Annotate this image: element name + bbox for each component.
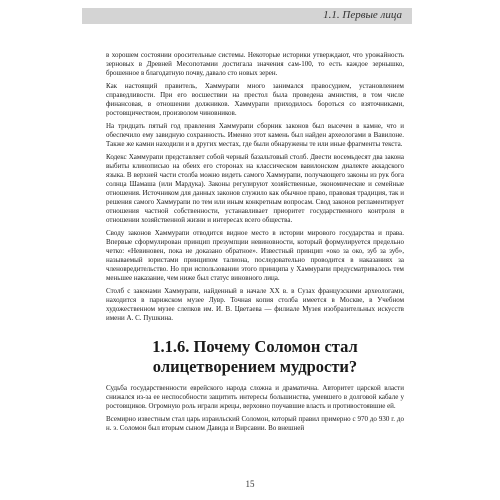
section-heading: 1.1.6. Почему Соломон стал олицетворением мудрости? [152,337,358,376]
paragraph: Как настоящий правитель, Хаммурапи много занимался правосудием, установлением справедливости. При его восшествии на престол была проведена амнистия, в том числе финансовая, в отношении должников. Хаммурапи приходилось бороться со взяточниками, ростовщичеством, произволом чиновников. [106,82,404,117]
paragraph: Столб с законами Хаммурапи, найденный в начале XX в. в Сузах французскими археологами, находится в парижском музее Лувр. Точная копия столба имеется в Москве, в Учебном художественном музее слепков им. И. В. Цветаева — филиале Музея изобразительных искусств имени А. С. Пушкина. [106,287,404,322]
page-body [106,51,404,437]
paragraph: Судьба государственности еврейского народа сложна и драматична. Авторитет царской власти снижался из-за ее неспособности защитить интересы большинства, умевшего в долговой кабале у ростовщиков. Огромную роль играли жрецы, верховно поучавшие власть и противостоявшие ей. [106,384,404,410]
running-header [82,8,412,24]
paragraph: На тридцать пятый год правления Хаммурапи сборник законов был высечен в камне, что и обеспечило ему завидную сохранность. Именно этот камень был найден археологами в Вавилоне. Также же камни находили и в других местах, где были обнаружены те или иные фрагменты текста. [106,122,404,148]
paragraph: Своду законов Хаммурапи отводится видное место в истории мирового государства и права. Впервые сформулирован принцип презумпции невиновности, который формулируется предельно четко: «Невиновен, пока не доказано обратное». Известный принцип «око за око, зуб за зуб», называемый юристами принципом талиона, последовательно проводится в наказаниях за членовредительство. Но при использовании этого принципа у Хаммурапи предусматривалось тем меньшее наказание, чем ниже был статус виновного лица. [106,229,404,282]
paragraph: в хорошем состоянии оросительные системы. Некоторые историки утверждают, что урожайность зерновых в Древней Месопотамии достигала значения сам-100, то есть каждое зернышко, брошенное в благодатную почву, давало сто новых зерен. [106,51,404,77]
paragraph: Всемирно известным стал царь израильский Соломон, который правил примерно с 970 до 930 г. до н. э. Соломон был вторым сыном Давида и Вирсавии. Во внешней [106,415,404,432]
paragraph: Кодекс Хаммурапи представляет собой черный базальтовый столб. Двести восемьдесят два закона выбиты клинописью на обеих его сторонах на классическом вавилонском диалекте аккадского языка. В верхней части столба можно видеть самого Хаммурапи, получающего законы из рук бога солнца Шамаша (или Мардука). Законы регулируют хозяйственные, экономические и семейные отношения. Источником для данных законов служило как обычное право, правовая традиция, так и решения самого Хаммурапи по тем или иным конкретным вопросам. Свод законов регламентирует отношения частной собственности, устанавливает приоритет государственного контроля в отношении хозяйственной жизни и интересах всего общества. [106,153,404,224]
page-number: 15 [245,479,255,489]
running-header-title: 1.1. Первые лица [323,9,402,21]
